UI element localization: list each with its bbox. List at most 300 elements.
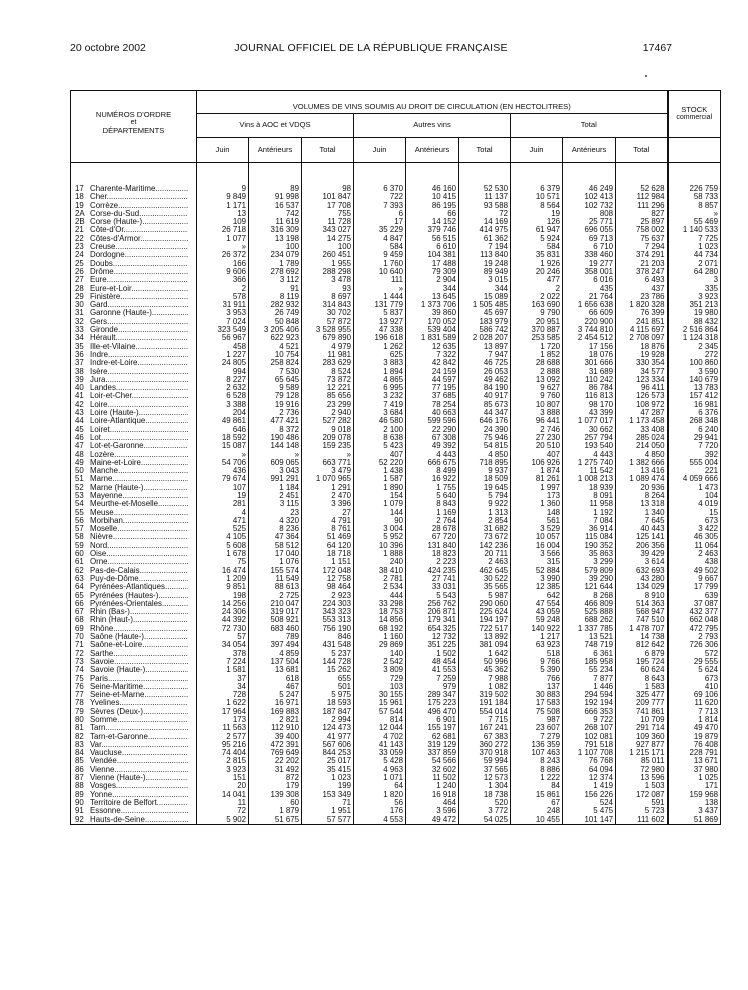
cell-total-juin: 19 [511,210,563,218]
cell-autres-anterieurs: 62 681 [406,733,459,741]
row-header-line-2: et [130,119,137,127]
cell-autres-total: 360 272 [459,741,511,749]
department-code: 44 [75,417,84,426]
cell-stock-commercial: 15 [668,509,721,517]
cell-autres-total: 45 697 [459,309,511,317]
cell-autres-total: 67 383 [459,733,511,741]
cell-autres-anterieurs: 155 197 [406,724,459,732]
cell-total-juin: 584 [511,243,563,251]
cell-autres-juin: 2 781 [354,575,406,583]
cell-aoc-total: 15 262 [302,666,354,674]
department-code: 73 [75,657,84,666]
cell-aoc-anterieurs: 618 [249,675,302,683]
cell-aoc-juin: 436 [197,467,249,475]
cell-total-total: 111 296 [616,202,668,210]
cell-total-anterieurs: 192 194 [563,699,616,707]
department-name: Vienne (Haute-) ..... [90,774,188,782]
cell-stock-commercial: 11 620 [668,699,721,707]
cell-aoc-anterieurs: 79 128 [249,392,302,400]
cell-autres-anterieurs: 28 678 [406,525,459,533]
department-code: 19 [75,201,84,210]
cell-total-total: 241 851 [616,318,668,326]
cell-stock-commercial: 2 516 864 [668,326,721,334]
cell-stock-commercial: 17 799 [668,583,721,591]
cell-aoc-anterieurs: 8 236 [249,525,302,533]
cell-total-juin: 81 261 [511,475,563,483]
department-code: 18 [75,193,84,202]
cell-aoc-juin: 1 622 [197,699,249,707]
department-name: Eure-et-Loir ..... [90,285,188,293]
cell-autres-juin: 68 192 [354,625,406,633]
department-cell [71,733,197,741]
table-row [71,392,721,400]
cell-aoc-anterieurs: 609 065 [249,459,302,467]
cell-stock-commercial: 673 [668,517,721,525]
department-name: Vaucluse ..... [90,749,188,757]
cell-aoc-anterieurs: 91 [249,285,302,293]
cell-total-anterieurs: 358 001 [563,268,616,276]
department-code: 58 [75,533,84,542]
cell-aoc-anterieurs: 5 247 [249,691,302,699]
department-name: Morbihan ..... [90,517,188,525]
department-cell [71,791,197,799]
cell-aoc-total: 153 349 [302,791,354,799]
cell-aoc-total: 144 728 [302,658,354,666]
cell-total-total: 568 947 [616,608,668,616]
cell-aoc-total: 85 656 [302,392,354,400]
cell-aoc-juin: 26 372 [197,251,249,259]
cell-autres-total: 13 892 [459,633,511,641]
department-cell [71,592,197,600]
cell-stock-commercial: 3 590 [668,368,721,376]
department-name: Loire ..... [90,401,188,409]
department-code: 41 [75,392,84,401]
cell-stock-commercial: 37 087 [668,600,721,608]
cell-stock-commercial: 2 071 [668,260,721,268]
department-code: 84 [75,749,84,758]
cell-total-juin: 16 004 [511,542,563,550]
department-name: Indre ..... [90,351,188,359]
cell-autres-juin: 90 [354,517,406,525]
cell-total-anterieurs: 268 107 [563,724,616,732]
cell-aoc-anterieurs: 155 574 [249,567,302,575]
cell-total-juin: 27 230 [511,434,563,442]
department-code: 90 [75,798,84,807]
table-row [71,459,721,467]
department-cell [71,608,197,616]
cell-autres-juin: 15 961 [354,699,406,707]
table-row [71,301,721,309]
stock-header [668,91,721,138]
department-name: Dordogne ..... [90,251,188,259]
cell-total-juin: 477 [511,276,563,284]
cell-total-total: 632 693 [616,567,668,575]
department-cell [71,816,197,825]
cell-autres-total: 73 672 [459,533,511,541]
cell-aoc-total: 755 [302,210,354,218]
cell-stock-commercial: 13 783 [668,384,721,392]
department-cell [71,567,197,575]
cell-total-total: 75 637 [616,235,668,243]
table-row [71,426,721,434]
cell-aoc-anterieurs: 16 537 [249,202,302,210]
department-cell [71,757,197,765]
cell-autres-anterieurs: 179 341 [406,616,459,624]
cell-autres-total: 18 509 [459,475,511,483]
cell-autres-anterieurs: 86 195 [406,202,459,210]
table-row [71,650,721,658]
cell-autres-total: 9 937 [459,467,511,475]
table-row [71,525,721,533]
cell-stock-commercial: 140 679 [668,376,721,384]
department-cell [71,708,197,716]
cell-autres-anterieurs: 32 602 [406,766,459,774]
cell-total-total: 108 972 [616,401,668,409]
cell-total-juin: 5 924 [511,235,563,243]
cell-stock-commercial: 29 941 [668,434,721,442]
cell-aoc-anterieurs: 60 [249,799,302,807]
cell-autres-juin: 10 640 [354,268,406,276]
cell-aoc-anterieurs: 58 512 [249,542,302,550]
cell-autres-total: 4 850 [459,451,511,459]
department-code: 70 [75,633,84,642]
cell-autres-total: 194 197 [459,616,511,624]
cell-autres-anterieurs: 79 309 [406,268,459,276]
cell-aoc-total: 12 221 [302,384,354,392]
cell-aoc-anterieurs: 39 400 [249,733,302,741]
cell-stock-commercial: 44 734 [668,251,721,259]
cell-stock-commercial: 228 791 [668,749,721,757]
department-code: 82 [75,732,84,741]
cell-autres-juin: 3 809 [354,666,406,674]
cell-total-juin: 20 510 [511,442,563,450]
cell-autres-total: 59 994 [459,757,511,765]
cell-autres-total: 7 988 [459,675,511,683]
department-name: Seine-et-Marne ..... [90,691,188,699]
department-code: 69 [75,624,84,633]
cell-autres-total: 89 949 [459,268,511,276]
cell-autres-juin: 1 587 [354,475,406,483]
cell-stock-commercial: 1 140 533 [668,226,721,234]
cell-autres-total: 646 176 [459,417,511,425]
cell-stock-commercial: 555 004 [668,459,721,467]
cell-total-anterieurs: 43 399 [563,409,616,417]
cell-autres-total: 344 [459,285,511,293]
cell-autres-total: 3 772 [459,807,511,815]
cell-aoc-total: 98 464 [302,583,354,591]
department-code: 25 [75,259,84,268]
cell-autres-juin: 5 837 [354,309,406,317]
cell-total-anterieurs: 18 076 [563,351,616,359]
cell-autres-anterieurs: 39 860 [406,309,459,317]
table-body [71,163,721,825]
department-code: 92 [75,815,84,824]
cell-aoc-juin: 2 577 [197,733,249,741]
cell-autres-anterieurs: 256 762 [406,600,459,608]
cell-aoc-anterieurs: 7 530 [249,368,302,376]
department-cell [71,193,197,201]
cell-total-total: 85 011 [616,757,668,765]
cell-total-juin: 96 441 [511,417,563,425]
cell-aoc-anterieurs: 10 754 [249,351,302,359]
cell-total-anterieurs: 220 900 [563,318,616,326]
cell-stock-commercial: 88 432 [668,318,721,326]
department-name: Rhône ..... [90,625,188,633]
cell-aoc-total: 846 [302,633,354,641]
cell-total-juin: 10 571 [511,193,563,201]
cell-autres-anterieurs: 4 443 [406,451,459,459]
cell-autres-total: 93 588 [459,202,511,210]
department-cell [71,409,197,417]
cell-stock-commercial: 58 733 [668,193,721,201]
cell-aoc-total: 9 018 [302,426,354,434]
cell-autres-anterieurs: 49 472 [406,816,459,825]
cell-autres-total: 718 895 [459,459,511,467]
cell-total-juin: 173 [511,492,563,500]
cell-stock-commercial: 19 980 [668,309,721,317]
cell-aoc-juin: 107 [197,484,249,492]
cell-autres-juin: 144 [354,509,406,517]
cell-autres-anterieurs: 666 675 [406,459,459,467]
cell-aoc-total: 844 253 [302,749,354,757]
cell-autres-anterieurs: 27 741 [406,575,459,583]
cell-aoc-anterieurs: 31 492 [249,766,302,774]
department-cell [71,243,197,251]
cell-total-total: 7 294 [616,243,668,251]
department-code: 34 [75,334,84,343]
cell-total-total: 20 936 [616,484,668,492]
cell-stock-commercial: 639 [668,592,721,600]
cell-aoc-anterieurs: 65 645 [249,376,302,384]
cell-total-total: 591 [616,799,668,807]
cell-aoc-anterieurs: 13 198 [249,235,302,243]
table-row [71,575,721,583]
cell-aoc-anterieurs: 51 675 [249,816,302,825]
department-code: 74 [75,666,84,675]
cell-aoc-anterieurs: 91 998 [249,193,302,201]
department-name: Finistère ..... [90,293,188,301]
cell-autres-juin: 1 888 [354,550,406,558]
cell-stock-commercial: 572 [668,650,721,658]
cell-autres-juin: 1 444 [354,293,406,301]
department-cell [71,641,197,649]
cell-stock-commercial: 432 377 [668,608,721,616]
table-row [71,683,721,691]
cell-stock-commercial: 5 624 [668,666,721,674]
cell-aoc-juin: 7 024 [197,318,249,326]
cell-autres-anterieurs: 206 871 [406,608,459,616]
cell-total-juin: 766 [511,675,563,683]
department-cell [71,309,197,317]
cell-aoc-anterieurs: 11 549 [249,575,302,583]
department-name: Essonne ..... [90,807,188,815]
cell-aoc-juin: 173 [197,716,249,724]
cell-total-juin: 148 [511,509,563,517]
cell-total-juin: 5 390 [511,666,563,674]
department-code: 29 [75,292,84,301]
cell-aoc-anterieurs: 1 076 [249,558,302,566]
cell-aoc-anterieurs: 2 725 [249,592,302,600]
cell-total-anterieurs: 3 299 [563,558,616,566]
cell-total-total: 34 577 [616,368,668,376]
col-header-anterieurs: Antérieurs [249,138,302,163]
cell-total-anterieurs: 102 413 [563,193,616,201]
department-code: 68 [75,616,84,625]
cell-total-total: 1 583 [616,683,668,691]
department-name: Hérault ..... [90,334,188,342]
table-row [71,749,721,757]
cell-aoc-total: 35 415 [302,766,354,774]
cell-autres-juin: 4 702 [354,733,406,741]
cell-autres-anterieurs: 11 502 [406,774,459,782]
table-row [71,359,721,367]
cell-stock-commercial: 157 412 [668,392,721,400]
cell-aoc-total: 14 275 [302,235,354,243]
col-header-total: Total [302,138,354,163]
cell-autres-juin: 2 534 [354,583,406,591]
cell-autres-total: 167 241 [459,724,511,732]
department-code: 65 [75,591,84,600]
cell-autres-juin: 1 160 [354,633,406,641]
cell-autres-total: 5 794 [459,492,511,500]
cell-total-juin: 67 [511,799,563,807]
department-name: Gironde ..... [90,326,188,334]
department-code: 83 [75,740,84,749]
cell-autres-anterieurs: 66 [406,210,459,218]
table-row [71,163,721,194]
cell-total-anterieurs: 76 768 [563,757,616,765]
cell-autres-anterieurs: 104 381 [406,251,459,259]
cell-aoc-total: 73 872 [302,376,354,384]
cell-total-total: 1 340 [616,509,668,517]
cell-autres-juin: 4 963 [354,766,406,774]
cell-total-total: 14 738 [616,633,668,641]
cell-total-total: 19 928 [616,351,668,359]
cell-aoc-total: 1 955 [302,260,354,268]
row-header-line-3: DÉPARTEMENTS [102,126,165,136]
cell-autres-anterieurs: 170 052 [406,318,459,326]
department-name: Oise ..... [90,550,188,558]
cell-autres-anterieurs: 539 404 [406,326,459,334]
cell-aoc-total: 41 977 [302,733,354,741]
cell-stock-commercial: 29 555 [668,658,721,666]
col-header-total: Total [616,138,668,163]
cell-total-total: 23 786 [616,293,668,301]
cell-autres-total: 44 347 [459,409,511,417]
cell-total-total: 4 850 [616,451,668,459]
department-cell [71,699,197,707]
cell-autres-total: 31 682 [459,525,511,533]
cell-aoc-total: 100 [302,243,354,251]
department-name: Seine-Maritime ..... [90,683,188,691]
cell-aoc-total: 2 470 [302,492,354,500]
cell-autres-anterieurs: 979 [406,683,459,691]
department-code: 17 [75,184,84,193]
row-header-line-1: NUMÉROS D'ORDRE [95,110,172,119]
cell-stock-commercial: 7 713 [668,708,721,716]
cell-autres-anterieurs: 40 663 [406,409,459,417]
cell-aoc-juin: 20 [197,782,249,790]
cell-autres-anterieurs: 8 843 [406,500,459,508]
cell-autres-total: 319 502 [459,691,511,699]
cell-autres-juin: 52 220 [354,459,406,467]
cell-total-juin: 2 022 [511,293,563,301]
department-cell [71,558,197,566]
cell-aoc-juin: 9 606 [197,268,249,276]
cell-autres-juin: 1 894 [354,368,406,376]
cell-aoc-juin: 109 [197,218,249,226]
cell-total-total: 1 503 [616,782,668,790]
department-name: Creuse ..... [90,243,188,251]
cell-autres-anterieurs: 17 488 [406,260,459,268]
department-cell [71,517,197,525]
department-code: 89 [75,790,84,799]
cell-autres-total: 9 922 [459,500,511,508]
table-row [71,757,721,765]
table-row [71,741,721,749]
cell-aoc-anterieurs: 1 879 [249,807,302,815]
cell-total-juin: 315 [511,558,563,566]
cell-total-anterieurs: 102 081 [563,733,616,741]
cell-aoc-total: 2 940 [302,409,354,417]
cell-aoc-juin: 15 087 [197,442,249,450]
table-row [71,401,721,409]
cell-total-total: 1 089 474 [616,475,668,483]
cell-aoc-juin: 13 [197,210,249,218]
department-cell [71,218,197,226]
department-name: Vosges ..... [90,782,188,790]
cell-total-total: 1 173 458 [616,417,668,425]
cell-total-total: 325 477 [616,691,668,699]
cell-total-total: 741 861 [616,708,668,716]
table-row [71,625,721,633]
cell-aoc-juin: 11 [197,799,249,807]
cell-total-total: 8 264 [616,492,668,500]
department-code: 62 [75,566,84,575]
cell-total-juin: 61 947 [511,226,563,234]
cell-aoc-anterieurs: 3 115 [249,500,302,508]
department-code: 32 [75,317,84,326]
department-name: Gers ..... [90,318,188,326]
cell-total-total: 206 356 [616,542,668,550]
cell-total-total: 52 628 [616,163,668,194]
cell-autres-juin: 30 155 [354,691,406,699]
department-cell [71,774,197,782]
cell-total-total: 437 [616,285,668,293]
table-row [71,658,721,666]
cell-total-juin: 137 [511,683,563,691]
cell-aoc-total: 23 299 [302,401,354,409]
department-code: 42 [75,400,84,409]
department-code: 76 [75,682,84,691]
department-cell [71,376,197,384]
cell-total-juin: 2 888 [511,368,563,376]
cell-autres-anterieurs: 1 502 [406,650,459,658]
cell-aoc-anterieurs: 683 460 [249,625,302,633]
department-cell [71,675,197,683]
cell-total-anterieurs: 466 809 [563,600,616,608]
department-code: 71 [75,641,84,650]
header-date: 20 octobre 2002 [70,42,146,54]
department-code: 26 [75,267,84,276]
cell-aoc-total: 3 479 [302,467,354,475]
cell-autres-juin: 64 [354,782,406,790]
cell-autres-total: 381 094 [459,641,511,649]
department-cell [71,500,197,508]
cell-aoc-juin: 7 224 [197,658,249,666]
cell-total-juin: 6 379 [511,163,563,194]
cell-autres-juin: 729 [354,675,406,683]
